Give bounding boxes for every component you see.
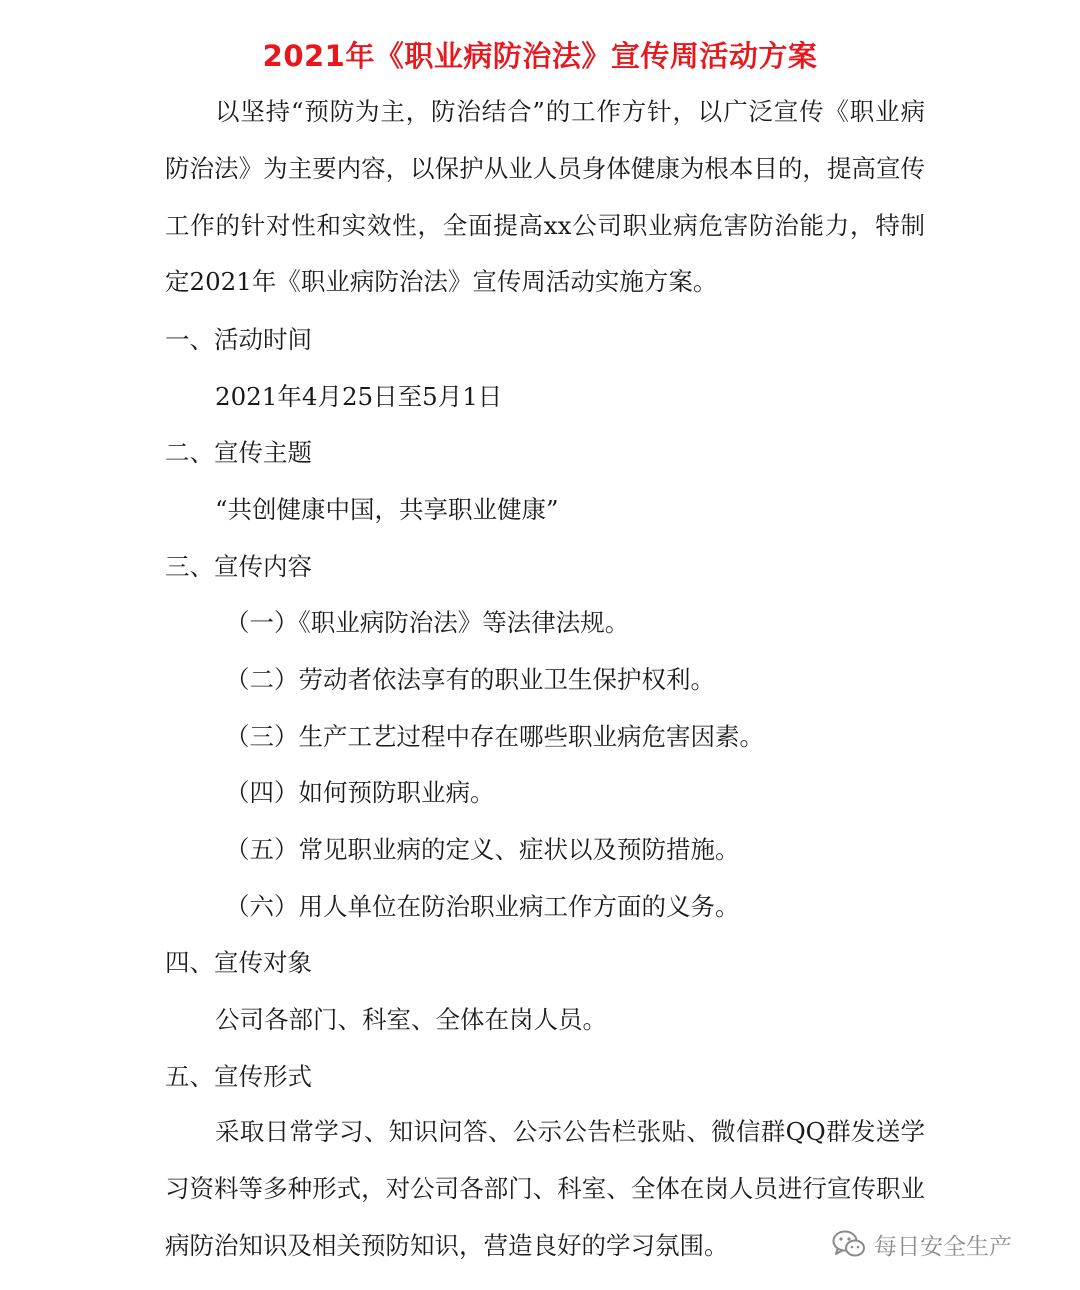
content-list-item: （二）劳动者依法享有的职业卫生保护权利。 [225, 665, 715, 694]
content-list-item: （五）常见职业病的定义、症状以及预防措施。 [225, 835, 740, 864]
wechat-icon [832, 1229, 866, 1259]
section-heading-content: 三、宣传内容 [165, 552, 312, 581]
section-heading-theme: 二、宣传主题 [165, 438, 312, 467]
intro-paragraph: 以坚持“预防为主，防治结合”的工作方针，以广泛宣传《职业病防治法》为主要内容，以保护从业人员身体健康为根本目的，提高宣传工作的针对性和实效性，全面提高xx公司职业病危害防治能力，特制定2021年《职业病防治法》宣传周活动实施方案。 [165, 97, 925, 297]
document-title: 2021年《职业病防治法》宣传周活动方案 [262, 39, 818, 73]
content-list-item: （四）如何预防职业病。 [225, 778, 495, 807]
content-list-item: （三）生产工艺过程中存在哪些职业病危害因素。 [225, 722, 764, 751]
section-heading-form: 五、宣传形式 [165, 1062, 312, 1091]
section-body-form: 采取日常学习、知识问答、公示公告栏张贴、微信群QQ群发送学习资料等多种形式，对公司各部门、科室、全体在岗人员进行宣传职业病防治知识及相关预防知识，营造良好的学习氛围。 [165, 1117, 925, 1260]
section-body-time: 2021年4月25日至5月1日 [215, 382, 503, 411]
content-list-item: （一）《职业病防治法》等法律法规。 [225, 608, 630, 637]
content-list-item: （六）用人单位在防治职业病工作方面的义务。 [225, 892, 740, 921]
watermark [832, 1224, 1012, 1264]
watermark-text: 每日安全生产 [874, 1233, 1012, 1260]
section-heading-target: 四、宣传对象 [165, 948, 312, 977]
section-heading-time: 一、活动时间 [165, 325, 312, 354]
section-body-theme: “共创健康中国，共享职业健康” [215, 495, 559, 524]
section-body-target: 公司各部门、科室、全体在岗人员。 [215, 1005, 607, 1034]
